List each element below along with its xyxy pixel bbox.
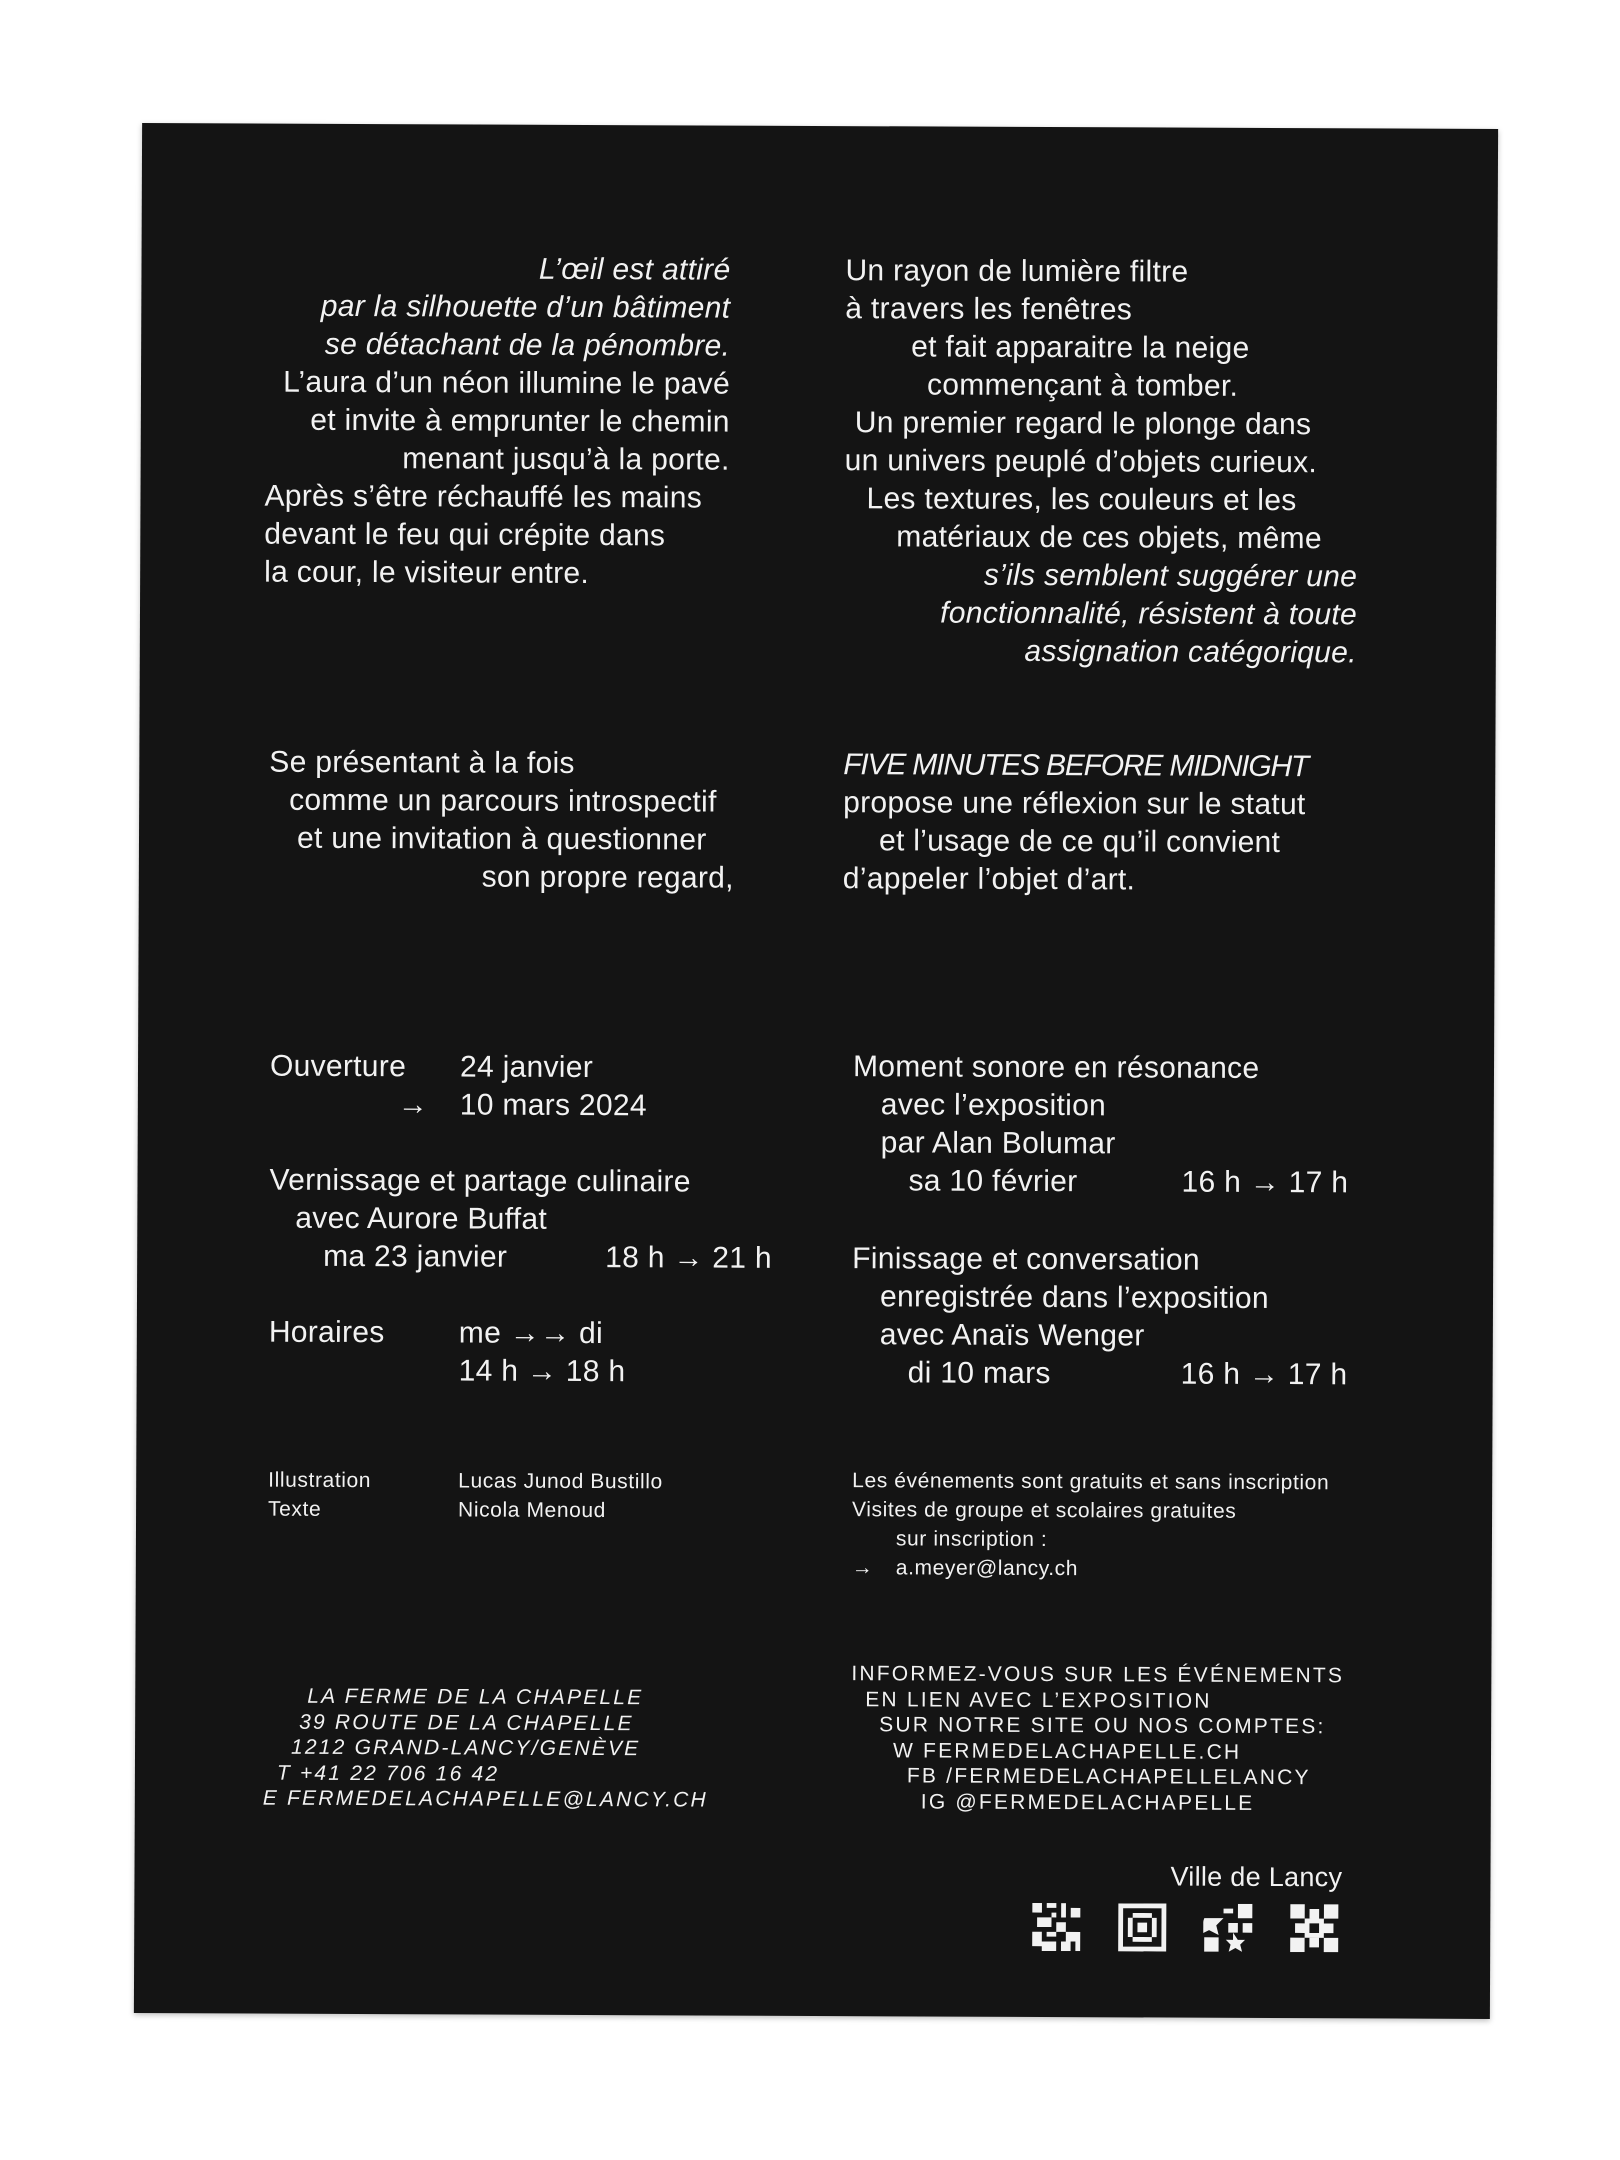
events-line-3: sur inscription :: [895, 1527, 1048, 1552]
sonore-line-3: par Alan Bolumar: [880, 1126, 1116, 1161]
pattern-logo-1: [1031, 1903, 1081, 1951]
text-line: par la silhouette d’un bâtiment: [320, 289, 731, 325]
text-line: Les textures, les couleurs et les: [866, 482, 1297, 518]
email-link[interactable]: a.meyer@lancy.ch: [895, 1556, 1079, 1581]
texte-name: Nicola Menoud: [458, 1498, 607, 1523]
phone: T +41 22 706 16 42: [276, 1761, 500, 1786]
text-line: son propre regard,: [481, 860, 734, 895]
links-line: INFORMEZ-VOUS SUR LES ÉVÉNEMENTS: [851, 1662, 1345, 1688]
intro-left-text: [283, 364, 730, 480]
text-line: assignation catégorique.: [1024, 634, 1357, 670]
text-line: commençant à tomber.: [926, 368, 1239, 403]
sonore-line-2: avec l’exposition: [880, 1088, 1107, 1123]
email-contact[interactable]: E FERMEDELACHAPELLE@LANCY.CH: [262, 1786, 708, 1812]
flyer-card: [134, 123, 1498, 2019]
intro-right-text: [844, 252, 1359, 672]
arrow-icon: →: [851, 1556, 874, 1580]
text-line: Se présentant à la fois: [269, 745, 575, 780]
events-line-1: Les événements sont gratuits et sans inscription: [852, 1469, 1330, 1495]
text-line: la cour, le visiteur entre.: [264, 555, 590, 591]
ouverture-start: 24 janvier: [459, 1050, 594, 1085]
text-line: se détachant de la pénombre.: [324, 327, 731, 363]
middle-left-text: [269, 744, 735, 898]
text-line: L’œil est attiré: [538, 252, 731, 287]
illustration-label: Illustration: [268, 1468, 372, 1493]
facebook-link[interactable]: FB /FERMEDELACHAPELLELANCY: [906, 1764, 1311, 1790]
pattern-logo-2: [1117, 1903, 1167, 1951]
finissage-line-2: enregistrée dans l’exposition: [879, 1280, 1270, 1315]
horaires-label: Horaires: [268, 1315, 385, 1350]
horaires-days: me →→ di: [458, 1316, 604, 1351]
sponsor-logos: [1031, 1903, 1339, 1952]
text-line: comme un parcours introspectif: [289, 783, 717, 819]
text-line: et fait apparaitre la neige: [911, 330, 1250, 365]
text-line: s’ils semblent suggérer une: [983, 558, 1358, 594]
text-line: L’aura d’un néon illumine le pavé: [283, 365, 731, 401]
finissage-line-1: Finissage et conversation: [852, 1242, 1200, 1277]
pattern-logo-3: [1203, 1904, 1253, 1952]
vernissage-time: 18 h → 21 h: [605, 1241, 773, 1275]
text-line: fonctionnalité, résistent à toute: [940, 596, 1358, 632]
text-line: propose une réflexion sur le statut: [843, 786, 1306, 822]
sonore-line-1: Moment sonore en résonance: [852, 1050, 1260, 1085]
text-line: menant jusqu’à la porte.: [402, 442, 730, 477]
address-block: [263, 1684, 709, 1813]
address-line: 1212 GRAND-LANCY/GENÈVE: [290, 1735, 641, 1761]
finissage-time: 16 h → 17 h: [1180, 1357, 1348, 1392]
text-line: Après s’être réchauffé les mains: [264, 479, 703, 515]
horaires-time: 14 h → 18 h: [458, 1354, 626, 1389]
vernissage-line-1: Vernissage et partage culinaire: [269, 1163, 691, 1199]
links-line: EN LIEN AVEC L’EXPOSITION: [865, 1687, 1212, 1713]
pattern-logo-4: [1289, 1904, 1339, 1952]
arrow-icon: →: [397, 1088, 429, 1122]
vernissage-date: ma 23 janvier: [323, 1239, 508, 1274]
text-line: et invite à emprunter le chemin: [310, 403, 730, 439]
exhibition-title: FIVE MINUTES BEFORE MIDNIGHT: [843, 748, 1309, 784]
events-line-2: Visites de groupe et scolaires gratuites: [852, 1498, 1237, 1523]
text-line: matériaux de ces objets, même: [896, 520, 1322, 556]
finissage-date: di 10 mars: [907, 1356, 1051, 1391]
address-line: 39 ROUTE DE LA CHAPELLE: [299, 1710, 634, 1735]
middle-right-text: [843, 746, 1308, 900]
website-link[interactable]: W FERMEDELACHAPELLE.CH: [892, 1738, 1242, 1764]
intro-left-warped: [264, 478, 702, 594]
texte-label: Texte: [268, 1497, 322, 1521]
text-line: Un premier regard le plonge dans: [854, 406, 1312, 442]
ouverture-end: 10 mars 2024: [459, 1088, 647, 1123]
text-line: et une invitation à questionner: [296, 821, 707, 857]
address-line: LA FERME DE LA CHAPELLE: [307, 1684, 644, 1710]
links-line: SUR NOTRE SITE OU NOS COMPTES:: [879, 1713, 1326, 1739]
sonore-time: 16 h → 17 h: [1181, 1165, 1349, 1200]
illustration-name: Lucas Junod Bustillo: [458, 1469, 663, 1494]
instagram-link[interactable]: IG @FERMEDELACHAPELLE: [920, 1789, 1255, 1815]
text-line: à travers les fenêtres: [845, 292, 1133, 327]
vernissage-line-2: avec Aurore Buffat: [295, 1201, 548, 1236]
sonore-date: sa 10 février: [908, 1164, 1078, 1199]
text-line: et l’usage de ce qu’il convient: [878, 824, 1281, 860]
text-line: un univers peuplé d’objets curieux.: [844, 444, 1318, 480]
intro-left-italic: [321, 250, 731, 366]
text-line: Un rayon de lumière filtre: [845, 254, 1189, 289]
text-line: devant le feu qui crépite dans: [264, 517, 666, 553]
finissage-line-3: avec Anaïs Wenger: [879, 1318, 1145, 1353]
ouverture-label: Ouverture: [269, 1049, 407, 1084]
links-block: [851, 1661, 1344, 1816]
text-line: d’appeler l’objet d’art.: [842, 862, 1136, 897]
sponsor-name: Ville de Lancy: [1170, 1861, 1343, 1893]
